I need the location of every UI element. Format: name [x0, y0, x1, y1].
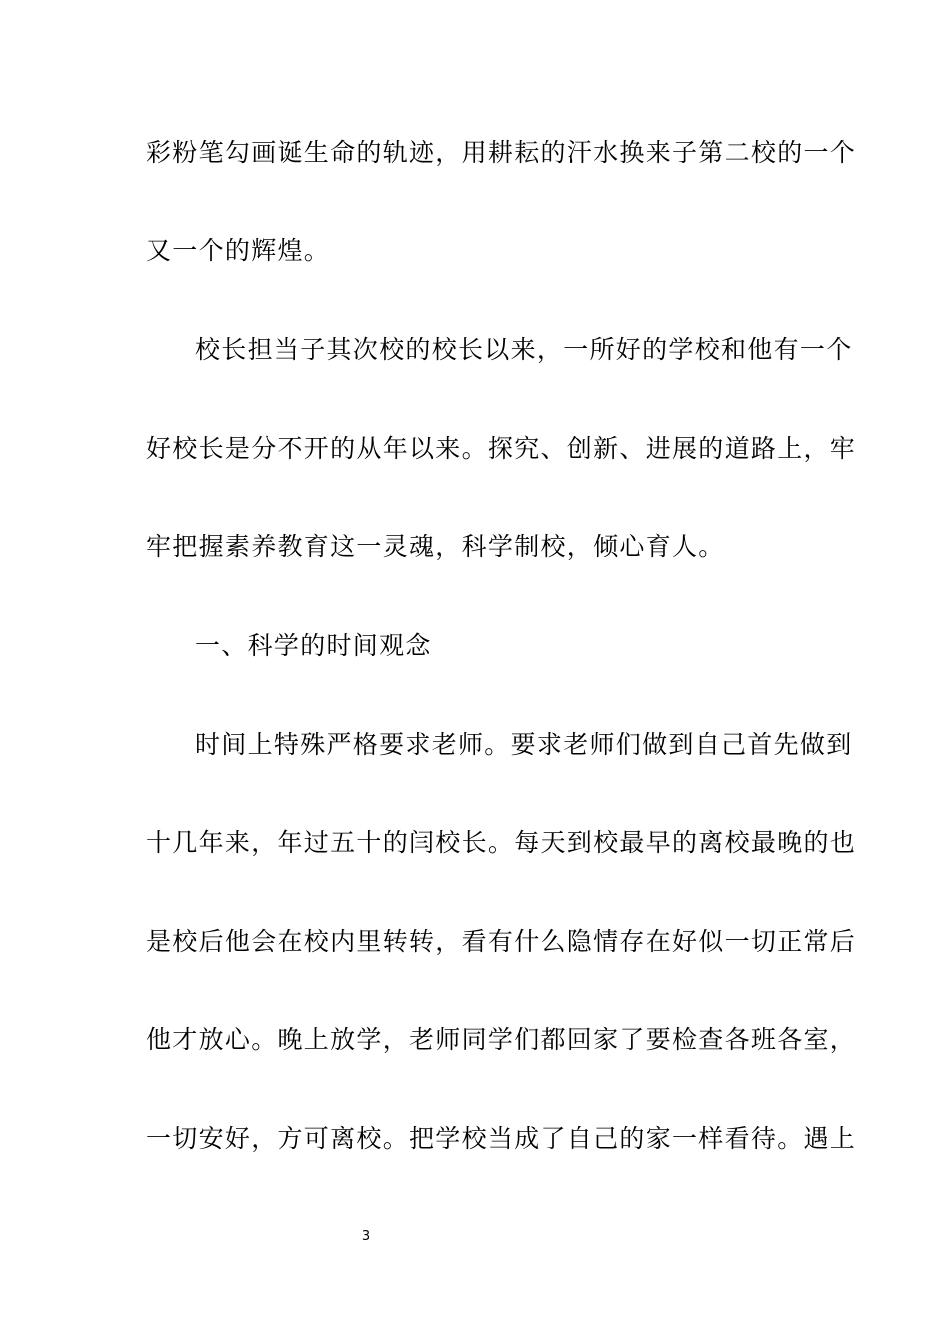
text-line-11: 一切安好，方可离校。把学校当成了自己的家一样看待。遇上 [146, 1124, 857, 1153]
text-line-8: 十几年来，年过五十的闫校长。每天到校最早的离校最晚的也 [146, 828, 857, 857]
text-line-9: 是校后他会在校内里转转，看有什么隐情存在好似一切正常后 [146, 927, 857, 956]
text-line-1: 彩粉笔勾画诞生命的轨迹，用耕耘的汗水换来子第二校的一个 [146, 138, 857, 167]
page-number: 3 [361, 1229, 371, 1244]
text-line-3: 校长担当子其次校的校长以来，一所好的学校和他有一个 [195, 335, 853, 364]
section-heading: 一、科学的时间观念 [195, 631, 432, 660]
text-line-7: 时间上特殊严格要求老师。要求老师们做到自己首先做到 [195, 730, 853, 759]
text-line-4: 好校长是分不开的从年以来。探究、创新、进展的道路上，牢 [146, 434, 857, 463]
text-line-10: 他才放心。晚上放学，老师同学们都回家了要检查各班各室， [146, 1025, 857, 1054]
text-line-2: 又一个的辉煌。 [146, 236, 331, 265]
text-line-5: 牢把握素养教育这一灵魂，科学制校，倾心育人。 [146, 532, 725, 561]
